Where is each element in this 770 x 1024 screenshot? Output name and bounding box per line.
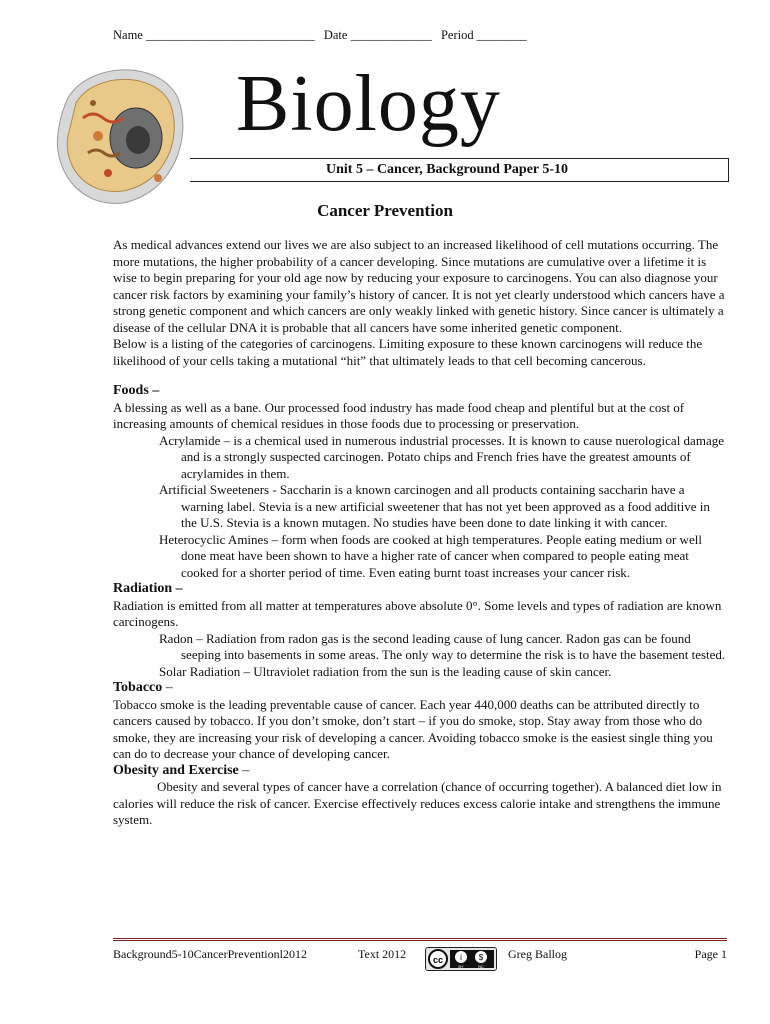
name-field[interactable]: Name ___________________________ bbox=[113, 28, 315, 42]
period-field[interactable]: Period ________ bbox=[440, 28, 527, 42]
obesity-heading bbox=[113, 763, 727, 780]
page-title: Biology bbox=[236, 60, 501, 148]
footer-author: Greg Ballog bbox=[508, 947, 567, 961]
footer-filename: Background5-10CancerPreventionl2012 bbox=[113, 947, 307, 961]
list-item: Radon – Radiation from radon gas is the second leading cause of lung cancer. Radon gas can be found seeping into basements in some areas. The only way to determine the risk is to have the basement tested. bbox=[159, 630, 726, 662]
list-item: Heterocyclic Amines – form when foods are cooked at high temperatures. People eating medium or well done meat have been shown to have a higher rate of cancer when compared to people eating meat cooked for a shorter period of time. Even eating burnt toast increases your cancer risk. bbox=[159, 531, 702, 580]
list-item: Acrylamide – is a chemical used in numerous industrial processes. It is known to cause nuerological damage and is a strongly suspected carcinogen. Potato chips and French fries have the greatest amounts of acrylamides in them. bbox=[159, 432, 724, 481]
date-field[interactable]: Date _____________ bbox=[323, 28, 432, 42]
tobacco-heading bbox=[113, 680, 727, 697]
foods-heading: Foods – bbox=[113, 383, 160, 398]
footer bbox=[113, 938, 727, 971]
intro-paragraph: Below is a listing of the categories of carcinogens. Limiting exposure to these known carcinogens will reduce the likelihood of your cells taking a mutational “hit” that ultimately leads to that cell becoming cancerous. bbox=[113, 336, 703, 368]
cc-by-nc-icon bbox=[425, 947, 497, 971]
page-number: Page 1 bbox=[694, 947, 727, 961]
tobacco-heading-dash: – bbox=[162, 680, 173, 695]
tobacco-text: Tobacco smoke is the leading preventable cause of cancer. Each year 440,000 deaths can be attributed directly to cancers caused by tobacco. If you don’t smoke, don’t start – if you do smoke, stop. Stay away from those who do smoke, they are increasing your risk of developing a cancer. Avoiding tobacco smoke is the easiest single thing you can do to decrease your chance of developing cancer. bbox=[113, 696, 713, 761]
list-item: Solar Radiation – Ultraviolet radiation from the sun is the leading cause of skin cancer. bbox=[159, 663, 612, 679]
svg-text:$: $ bbox=[478, 953, 484, 962]
svg-text:BY: BY bbox=[458, 964, 464, 969]
header-fields bbox=[113, 28, 533, 43]
radiation-text: Radiation is emitted from all matter at temperatures above absolute 0°. Some levels and types of radiation are known carcinogens. bbox=[113, 597, 722, 629]
svg-text:NC: NC bbox=[478, 964, 484, 969]
foods-text: A blessing as well as a bane. Our processed food industry has made food cheap and plentiful but at the cost of increasing amounts of chemical residues in those foods due to processing or preservation. bbox=[113, 399, 685, 431]
svg-text:cc: cc bbox=[432, 955, 444, 965]
obesity-text: Obesity and several types of cancer have a correlation (chance of occurring together). A balanced diet low in calories will reduce the risk of cancer. Exercise effectively reduces excess calorie intake and strengthens the immune system. bbox=[113, 779, 722, 827]
document-body bbox=[113, 237, 727, 829]
svg-text:i: i bbox=[460, 953, 462, 962]
section-title: Cancer Prevention bbox=[317, 201, 453, 220]
unit-label: Unit 5 – Cancer, Background Paper 5-10 bbox=[326, 162, 569, 177]
list-item: Artificial Sweeteners - Saccharin is a known carcinogen and all products containing saccharin have a warning label. Stevia is a new artificial sweetener that has not yet been approved as a food additive in the U.S. Stevia is a known mutagen. No studies have been done to date linking it with cancer. bbox=[159, 482, 710, 530]
radiation-heading: Radiation – bbox=[113, 581, 183, 596]
intro-paragraph: As medical advances extend our lives we are also subject to an increased likelihood of cell mutations occurring. The more mutations, the higher probability of a cancer developing. Since mutations are cumulative over a lifetime it is wise to begin preparing for your old age now by reducing your exposure to carcinogens. You can also diagnose your cancer risk factors by examining your family’s history of cancer. It is not yet clearly understood which cancers have a strong genetic component and which cancers are only weakly linked with genetic history. Since cancer is ultimately a disease of the cellular DNA it is probable that all cancers have some inherited genetic component. bbox=[113, 237, 725, 335]
footer-text: Text 2012 bbox=[358, 947, 407, 961]
obesity-heading-label: Obesity and Exercise bbox=[113, 762, 239, 778]
cell-illustration-icon bbox=[48, 58, 188, 208]
tobacco-heading-label: Tobacco bbox=[113, 680, 163, 695]
obesity-heading-dash: – bbox=[238, 762, 250, 778]
